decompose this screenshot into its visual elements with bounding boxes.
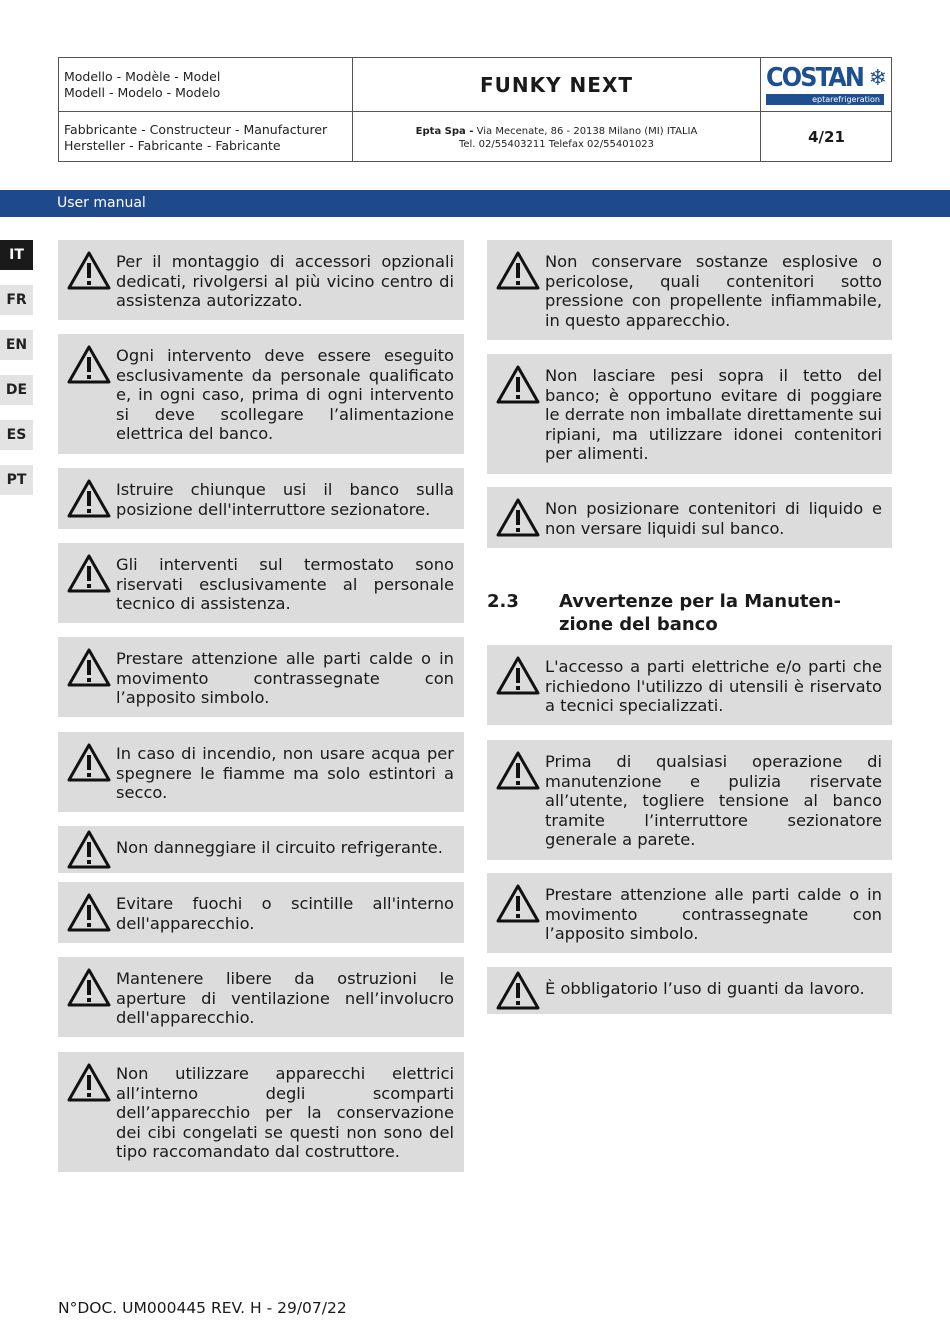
warning-box	[58, 826, 464, 873]
warning-triangle-icon	[496, 365, 540, 405]
warning-box	[487, 873, 892, 953]
lang-tab-pt[interactable]: PT	[0, 465, 33, 495]
warning-triangle-icon	[67, 893, 111, 933]
product-title: FUNKY NEXT	[479, 73, 634, 97]
warning-text: L'accesso a parti elettriche e/o parti che richiedono l'utilizzo di utensili è riservato a tecnici specializzati.	[545, 657, 882, 716]
warning-text: Prima di qualsiasi operazione di manutenzione e pulizia riservate all’utente, togliere tensione al banco tramite l’interruttore sezionatore generale a parete.	[545, 752, 882, 850]
address-line-1: Via Mecenate, 86 - 20138 Milano (MI) ITALIA	[476, 126, 698, 137]
manufacturer-address	[353, 125, 760, 151]
warning-triangle-icon	[67, 968, 111, 1008]
warning-triangle-icon	[67, 1063, 111, 1103]
section-band	[0, 190, 950, 217]
lang-tab-de[interactable]: DE	[0, 375, 33, 405]
warning-text: Gli interventi sul termostato sono riservati esclusivamente al personale tecnico di assistenza.	[116, 555, 454, 614]
costan-logo	[763, 63, 887, 107]
warning-triangle-icon	[496, 251, 540, 291]
warning-triangle-icon	[67, 479, 111, 519]
section-number: 2.3	[487, 591, 519, 612]
warning-box	[58, 957, 464, 1037]
warning-box	[487, 645, 892, 725]
warning-box	[487, 354, 892, 474]
lang-tab-es[interactable]: ES	[0, 420, 33, 450]
manufacturer-label	[64, 122, 327, 154]
warning-triangle-icon	[496, 751, 540, 791]
warning-box	[58, 240, 464, 320]
warning-text: Prestare attenzione alle parti calde o in movimento contrassegnate con l’apposito simbolo.	[116, 649, 454, 708]
company-name: Epta Spa -	[415, 126, 474, 137]
warning-triangle-icon	[67, 743, 111, 783]
manufacturer-label-line-2: Hersteller - Fabricante - Fabricante	[64, 138, 281, 153]
warning-triangle-icon	[67, 345, 111, 385]
warning-triangle-icon	[67, 648, 111, 688]
warning-box	[58, 732, 464, 812]
warning-box	[58, 334, 464, 454]
address-line-2: Tel. 02/55403211 Telefax 02/55401023	[458, 139, 655, 150]
warning-text: Non utilizzare apparecchi elettrici all’interno degli scomparti dell’apparecchio per la conservazione dei cibi congelati se questi non sono del tipo raccomandato dal costruttore.	[116, 1064, 454, 1162]
warning-text: In caso di incendio, non usare acqua per spegnere le fiamme ma solo estintori a secco.	[116, 744, 454, 803]
warning-triangle-icon	[496, 971, 540, 1011]
section-title-line-1: Avvertenze per la Manuten-	[559, 591, 842, 612]
section-title-line-2: zione del banco	[559, 614, 718, 635]
warning-triangle-icon	[496, 498, 540, 538]
warning-box	[487, 967, 892, 1014]
logo-subtitle: eptarefrigeration	[766, 94, 884, 105]
warning-box	[58, 1052, 464, 1172]
warning-triangle-icon	[496, 656, 540, 696]
lang-tab-en[interactable]: EN	[0, 330, 33, 360]
warning-box	[58, 882, 464, 943]
page-number: 4/21	[808, 128, 845, 146]
warning-text: È obbligatorio l’uso di guanti da lavoro.	[545, 979, 865, 998]
warning-triangle-icon	[67, 830, 111, 870]
logo-wordmark: COSTAN	[766, 63, 864, 93]
warning-text: Non danneggiare il circuito refrigerante.	[116, 838, 443, 857]
warning-box	[58, 468, 464, 529]
warning-text: Evitare fuochi o scintille all'interno dell'apparecchio.	[116, 894, 454, 933]
warning-box	[487, 240, 892, 340]
document-number: N°DOC. UM000445 REV. H - 29/07/22	[58, 1299, 347, 1317]
section-title	[559, 590, 879, 636]
warning-box	[58, 543, 464, 623]
lang-tab-fr[interactable]: FR	[0, 285, 33, 315]
warning-text: Non conservare sostanze esplosive o pericolose, quali contenitori sotto pressione con propellente infiammabile, in questo apparecchio.	[545, 252, 882, 330]
warning-box	[487, 740, 892, 860]
snowflake-icon: ❄	[868, 66, 887, 91]
warning-text: Mantenere libere da ostruzioni le aperture di ventilazione nell’involucro dell'apparecchio.	[116, 969, 454, 1028]
warning-triangle-icon	[67, 251, 111, 291]
warning-box	[58, 637, 464, 717]
model-label-line-1: Modello - Modèle - Model	[64, 69, 221, 84]
warning-text: Prestare attenzione alle parti calde o in movimento contrassegnate con l’apposito simbolo.	[545, 885, 882, 944]
model-label-line-2: Modell - Modelo - Modelo	[64, 85, 221, 100]
band-title: User manual	[57, 195, 146, 211]
model-label	[64, 69, 220, 101]
manufacturer-label-line-1: Fabbricante - Constructeur - Manufacturer	[64, 122, 328, 137]
warning-text: Non lasciare pesi sopra il tetto del banco; è opportuno evitare di poggiare le derrate non imballate direttamente sui ripiani, ma utilizzare idonei contenitori per alimenti.	[545, 366, 882, 464]
lang-tab-it[interactable]: IT	[0, 240, 33, 270]
warning-triangle-icon	[496, 884, 540, 924]
warning-text: Ogni intervento deve essere eseguito esclusivamente da personale qualificato e, in ogni caso, prima di ogni intervento si deve scollegare l’alimentazione elettrica del banco.	[116, 346, 454, 444]
warning-triangle-icon	[67, 554, 111, 594]
warning-text: Non posizionare contenitori di liquido e non versare liquidi sul banco.	[545, 499, 882, 538]
warning-text: Per il montaggio di accessori opzionali dedicati, rivolgersi al più vicino centro di assistenza autorizzato.	[116, 252, 454, 311]
warning-text: Istruire chiunque usi il banco sulla posizione dell'interruttore sezionatore.	[116, 480, 454, 519]
warning-box	[487, 487, 892, 548]
